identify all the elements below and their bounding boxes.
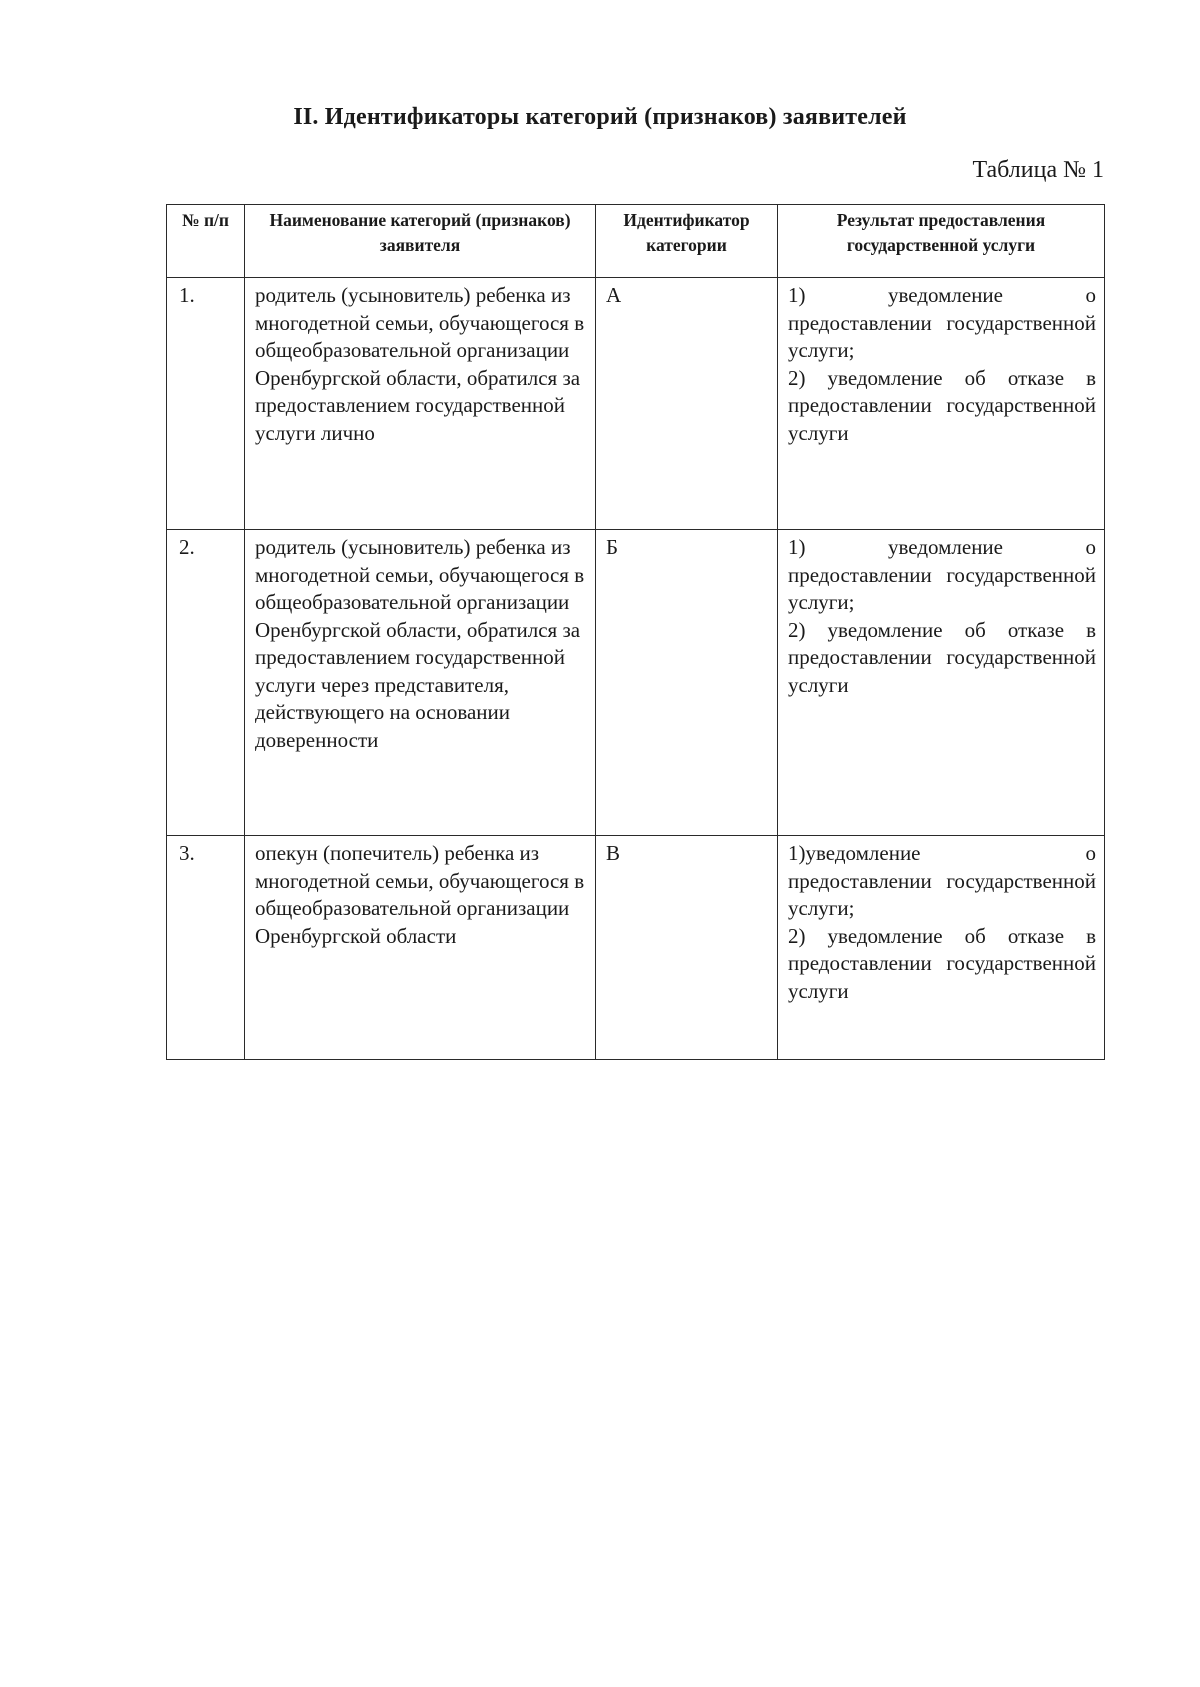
result-line: предоставлении государственной услуги	[788, 645, 1096, 697]
applicant-categories-table	[166, 204, 1105, 1060]
row-result	[778, 278, 1105, 530]
table-row	[167, 836, 1105, 1060]
result-line: предоставлении государственной услуги;	[788, 868, 1096, 920]
result-line: 2) уведомление об отказе в	[788, 923, 1096, 948]
row-result	[778, 530, 1105, 836]
row-identifier: А	[596, 278, 778, 530]
result-line: 2) уведомление об отказе в	[788, 365, 1096, 390]
header-service-result: Результат предоставления государственной услуги	[778, 205, 1105, 278]
row-identifier: В	[596, 836, 778, 1060]
result-line: предоставлении государственной услуги	[788, 393, 1096, 445]
row-identifier: Б	[596, 530, 778, 836]
row-category: родитель (усыновитель) ребенка из многодетной семьи, обучающегося в общеобразовательной организации Оренбургской области, обратился за предоставлением государственной услуги лично	[245, 278, 596, 530]
row-number: 1.	[167, 278, 245, 530]
row-category: опекун (попечитель) ребенка из многодетной семьи, обучающегося в общеобразовательной организации Оренбургской области	[245, 836, 596, 1060]
row-category: родитель (усыновитель) ребенка из многодетной семьи, обучающегося в общеобразовательной организации Оренбургской области, обратился за предоставлением государственной услуги через представителя, действующего на основании доверенности	[245, 530, 596, 836]
result-line: 1)уведомление о	[788, 841, 1096, 865]
header-category-name: Наименование категорий (признаков) заявителя	[245, 205, 596, 278]
result-line: предоставлении государственной услуги;	[788, 310, 1096, 362]
result-line: предоставлении государственной услуги	[788, 951, 1096, 1003]
result-line: 1) уведомление о	[788, 283, 1096, 307]
header-category-identifier: Идентификатор категории	[596, 205, 778, 278]
table-caption: Таблица № 1	[972, 157, 1104, 183]
header-number: № п/п	[167, 205, 245, 278]
row-number: 2.	[167, 530, 245, 836]
result-line: 1) уведомление о	[788, 535, 1096, 559]
row-result	[778, 836, 1105, 1060]
row-number: 3.	[167, 836, 245, 1060]
table-row	[167, 278, 1105, 530]
result-line: предоставлении государственной услуги;	[788, 562, 1096, 614]
page-title: II. Идентификаторы категорий (признаков) заявителей	[293, 104, 907, 130]
table-row	[167, 530, 1105, 836]
result-line: 2) уведомление об отказе в	[788, 617, 1096, 642]
table-header-row	[167, 205, 1105, 278]
